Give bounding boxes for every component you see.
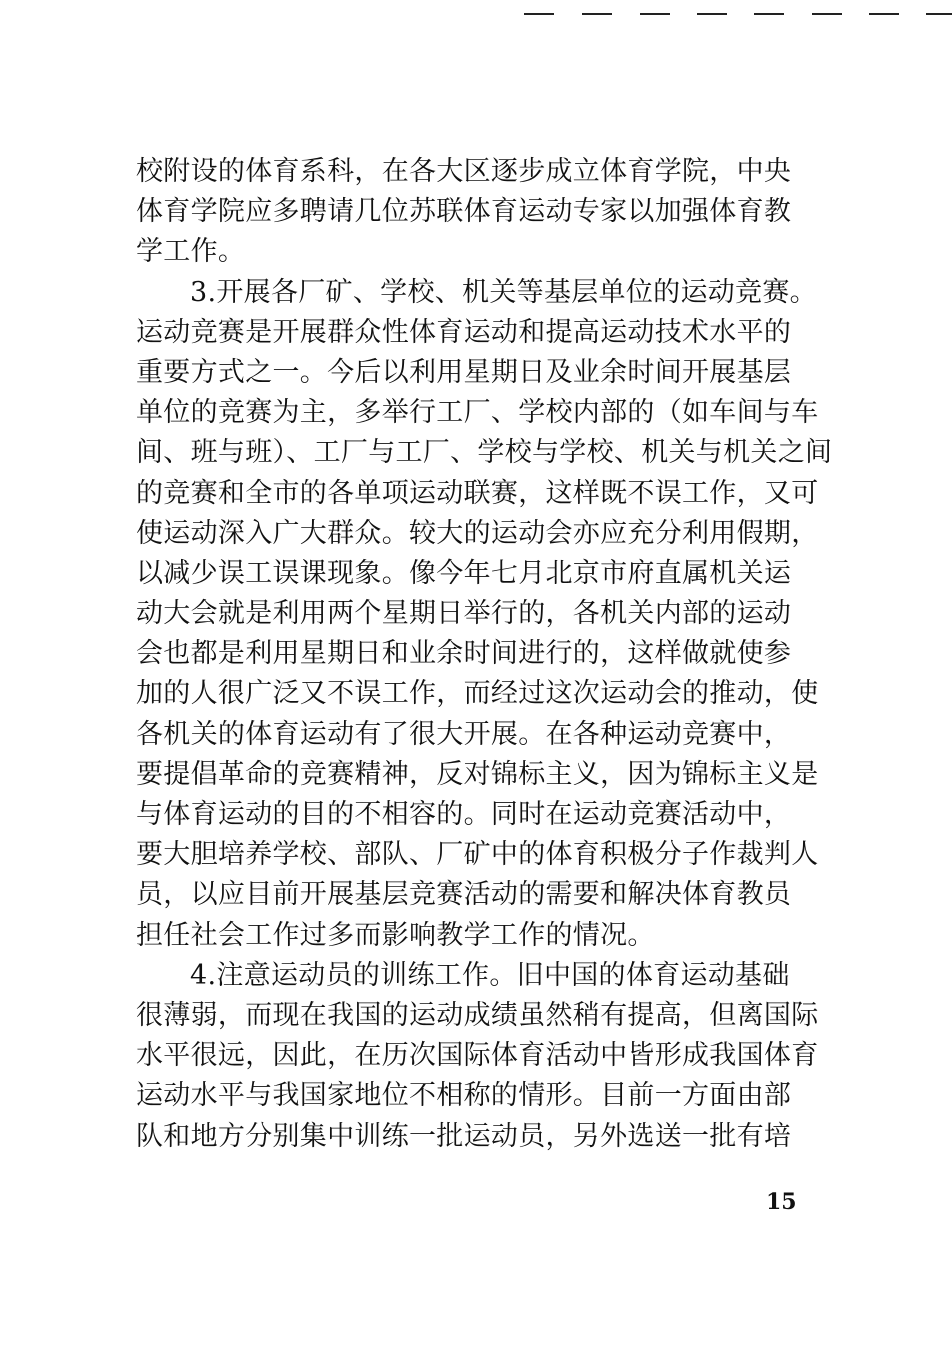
text-line: 加的人很广泛又不误工作，而经过这次运动会的推动，使 (136, 678, 819, 710)
text-line: 重要方式之一。今后以利用星期日及业余时间开展基层 (136, 356, 792, 388)
text-line: 体育学院应多聘请几位苏联体育运动专家以加强体育教 (136, 196, 792, 228)
text-line: 使运动深入广大群众。较大的运动会亦应充分利用假期， (136, 517, 819, 549)
body-text (136, 152, 833, 1157)
text-line: 间、班与班）、工厂与工厂、学校与学校、机关与机关之间 (136, 437, 833, 469)
text-line: 与体育运动的目的不相容的。同时在运动竞赛活动中， (136, 799, 792, 830)
text-line: 学工作。 (136, 236, 246, 268)
text-line: 动大会就是利用两个星期日举行的，各机关内部的运动 (136, 598, 792, 630)
header-dashed-rule (520, 13, 952, 19)
text-line: 队和地方分别集中训练一批运动员，另外选送一批有培 (136, 1120, 792, 1152)
page-number: 15 (766, 1189, 797, 1215)
text-line: 单位的竞赛为主，多举行工厂、学校内部的（如车间与车 (136, 397, 819, 429)
text-line: 以减少误工误课现象。像今年七月北京市府直属机关运 (136, 557, 792, 589)
text-line: 担任社会工作过多而影响教学工作的情况。 (136, 919, 655, 951)
text-line: 要提倡革命的竞赛精神，反对锦标主义，因为锦标主义是 (136, 758, 819, 790)
text-line: 员，以应目前开展基层竞赛活动的需要和解决体育教员 (136, 879, 792, 911)
text-line: 很薄弱，而现在我国的运动成绩虽然稍有提高，但离国际 (136, 999, 819, 1031)
text-line: 会也都是利用星期日和业余时间进行的，这样做就使参 (136, 638, 792, 670)
text-line: 运动竞赛是开展群众性体育运动和提高运动技术水平的 (136, 316, 792, 348)
text-line: 校附设的体育系科，在各大区逐步成立体育学院，中央 (136, 156, 792, 187)
text-line-section-3-heading: 3.开展各厂矿、学校、机关等基层单位的运动竞赛。 (190, 276, 817, 308)
text-line: 运动水平与我国家地位不相称的情形。目前一方面由部 (136, 1080, 792, 1112)
text-line-section-4-heading: 4.注意运动员的训练工作。旧中国的体育运动基础 (190, 959, 790, 991)
text-line: 的竞赛和全市的各单项运动联赛，这样既不误工作，又可 (136, 477, 819, 509)
text-line: 要大胆培养学校、部队、厂矿中的体育积极分子作裁判人 (136, 839, 819, 871)
text-line: 水平很远，因此，在历次国际体育活动中皆形成我国体育 (136, 1040, 819, 1072)
text-line: 各机关的体育运动有了很大开展。在各种运动竞赛中， (136, 718, 792, 750)
